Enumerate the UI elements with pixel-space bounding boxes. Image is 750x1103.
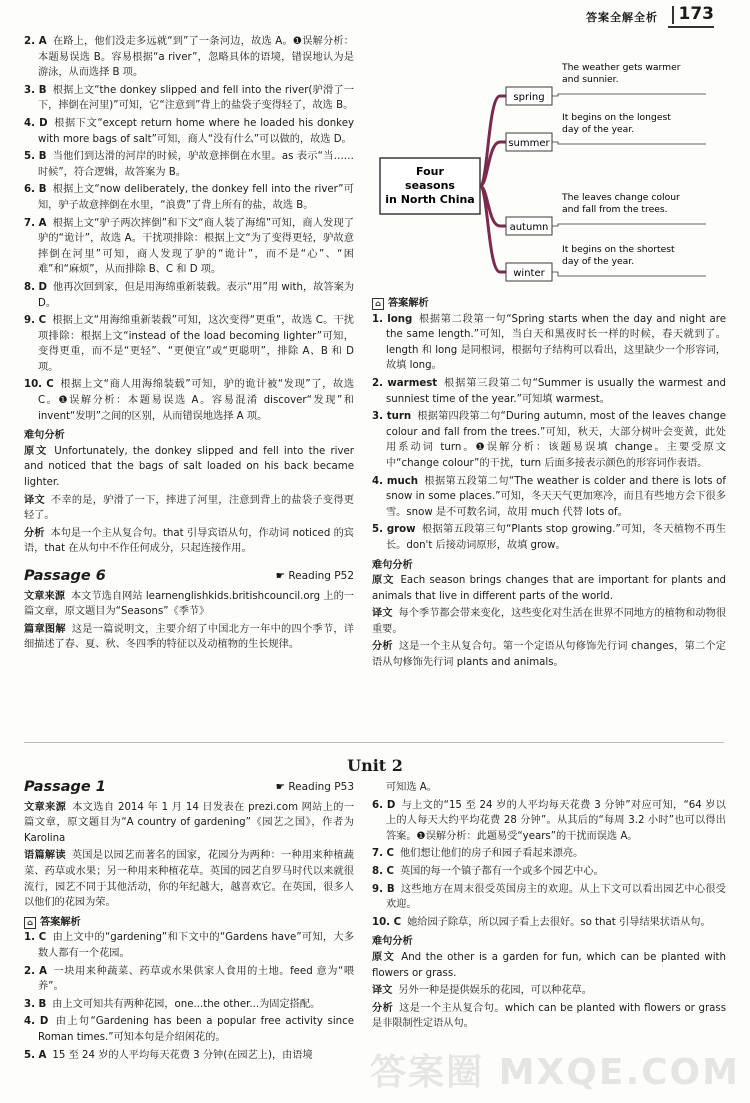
- passage1-name: Passage 1: [24, 779, 106, 795]
- answer-item: 2. A 在路上，他们没走多远就“到”了一条河边，故选 A。❶误解分析：本题易误选 B。容易根据“a river”，忽略具体的语境，错误地认为是游泳，从而选择 B 项。: [24, 36, 354, 79]
- mind-map-center-line1: Four: [416, 165, 444, 178]
- passage6-name: Passage 6: [24, 568, 106, 584]
- answer-item: 4. D 根据下文“except return home where he loaded his donkey with more bags of salt”可知，商人“没有什么”可以做的，故选 D。: [24, 117, 354, 145]
- answer-analysis-heading: ⌂ 答案解析: [372, 296, 726, 312]
- passage1-title-row: [24, 780, 354, 796]
- difficult-analysis: 分析 本句是一个主从复合句。that 引导宾语从句，作动词 noticed 的宾语，that 在从句中不作任何成分，只起连接作用。: [24, 527, 354, 555]
- answer-item: 1. C 由上文中的“gardening”和下文中的“Gardens have”可知，大多数人都有一个花园。: [24, 932, 355, 959]
- season-description: and fall from the trees.: [562, 204, 668, 215]
- passage6-reference: ☛ Reading P52: [275, 570, 354, 582]
- difficult-sentence-heading-2: 难句分析: [372, 559, 413, 571]
- season-description: day of the year.: [562, 256, 635, 267]
- answer-item: 5. grow 根据第五段第三句“Plants stop growing.”可知，冬天植物不再生长。don't 后接动词原形，故填 grow。: [372, 524, 727, 551]
- season-description: It begins on the longest: [562, 112, 671, 123]
- header-underline: [668, 26, 714, 28]
- season-label: autumn: [509, 222, 549, 233]
- key-icon: ⌂: [372, 298, 384, 310]
- season-label: winter: [513, 268, 545, 279]
- description-underline: [552, 94, 706, 96]
- header-title: 答案全解全析: [586, 11, 658, 24]
- answer-list-unit2-p1-cont: [372, 798, 726, 931]
- answer-item: 8. C 英国的每一个镇子都有一个或多个园艺中心。: [372, 865, 604, 877]
- answer-item: 5. B 当他们到达滑的河岸的时候，驴故意摔倒在水里。as 表示“当……时候”，符合逻辑，故答案为 B。: [24, 151, 354, 178]
- answer-item: 10. C 她给园子除草，所以园子看上去很好。so that 引导结果状语从句。: [372, 916, 711, 928]
- answer-item: 10. C 根据上文“商人用海绵装载”可知，驴的诡计被“发现”了，故选 C。❶误解分析：本题易误选 A。容易混淆 discover“发现”和 invent“发明”之间的区别，从而错误地选择 A 项。: [24, 379, 355, 422]
- continued-answer: 可知选 A。: [386, 782, 437, 793]
- difficult-translation-2: 译文 每个季节都会带来变化，这些变化对生活在世界不同地方的植物和动物很重要。: [372, 608, 727, 635]
- answer-item: 2. A 一块用来种蔬菜、药草或水果供家人食用的土地。feed 意为“喂养”。: [24, 965, 355, 993]
- answer-item: 3. turn 根据第四段第二句“During autumn, most of the leaves change colour and fall from the trees.”可知，秋天，大部分树叶会变黄，此处用系动词 turn。❶误解分析：该题易误填 change。主要受原文中“change colour”的干扰，turn 后面多接表示颜色的形容词作表语。: [372, 411, 727, 469]
- answer-item: 9. C 根据上文“用海绵重新装载”可知，这次变得“更重”，故选 C。干扰项排除：根据上文“instead of the load becoming lighter”可知，变得更重，而不是“更轻”、“更便宜”或“更聪明”，排除 A、B 和 D 项。: [24, 315, 354, 373]
- answer-item: 5. A 15 至 24 岁的人平均每天花费 3 分钟(在园艺上)，由语境: [24, 1049, 313, 1061]
- page-number: 173: [678, 4, 714, 24]
- answer-list-passage5: [24, 34, 354, 424]
- answer-item: 9. B 这些地方在周末很受英国房主的欢迎。从上下文可以看出园艺中心很受欢迎。: [372, 883, 726, 911]
- passage6-source: 文章来源 本文节选自网站 learnenglishkids.britishcouncil.org 上的一篇文章，原文题目为“Seasons”《季节》: [24, 590, 354, 618]
- answer-item: 6. D 与上文的“15 至 24 岁的人平均每天花费 3 分钟”对应可知，“64 岁以上的人每天大约平均花费 28 分钟”。从其后的“每周 3.2 小时”也可以得出答案。❶误解分析：此题易受“years”的干扰而误选 A。: [372, 799, 726, 842]
- answer-item: 7. A 根据上文“驴子两次摔倒”和下文“商人装了海绵”可知，商人发现了驴的“诡计”，故选 A。干扰项排除：根据上文“为了变得更轻，驴故意摔倒在河里”可知，商人发现了驴的“诡计”，而不是“心”、“困难”和“麻烦”，从而排除 B、C 和 D 项。: [24, 217, 355, 276]
- answer-item: 3. B 根据上文“the donkey slipped and fell into the river(驴滑了一下，摔倒在河里)”可知，它“注意到”背上的盐袋子变得轻了，故选 B。: [24, 84, 354, 112]
- answer-list-unit2-p1: [24, 930, 354, 1063]
- mind-map-branch-line: [480, 186, 506, 272]
- passage1-reference: ☛ Reading P53: [275, 781, 354, 793]
- answer-item: 4. much 根据第五段第二句“The weather is colder and there is lots of snow in some places.”可知，冬天天气更加寒冷，而且有些地方会下很多雪。snow 是不可数名词，故用 much 代替 lots of。: [372, 475, 726, 518]
- mind-map-center-line3: in North China: [385, 193, 475, 206]
- season-description: The leaves change colour: [562, 192, 680, 203]
- left-column-bottom: [24, 780, 354, 1065]
- description-underline: [552, 142, 706, 144]
- season-description: It begins on the shortest: [562, 244, 675, 255]
- difficult-original: 原文 Unfortunately, the donkey slipped and fell into the river and noticed that the bags of salt loaded on his back became lighter.: [24, 445, 354, 489]
- mind-map-branch-line: [480, 142, 506, 186]
- answer-list-passage6: [372, 312, 726, 554]
- answer-item: 4. D 由上句“Gardening has been a popular free activity since Roman times.”可知本句是介绍闲花的。: [24, 1016, 354, 1043]
- unit-title: Unit 2: [347, 756, 403, 775]
- mind-map-center-line2: seasons: [405, 179, 455, 192]
- description-underline: [552, 272, 706, 276]
- difficult-analysis-3: 分析 这是一个主从复合句。which can be planted with flowers or grass 是非限制性定语从句。: [372, 1002, 727, 1030]
- difficult-translation-3: 译文 另外一种是提供娱乐的花园，可以种花草。: [372, 985, 592, 997]
- left-column-top: [24, 34, 354, 655]
- answer-item: 7. C 他们想让他们的房子和园子看起来漂亮。: [372, 848, 584, 860]
- difficult-translation: 译文 不幸的是，驴滑了一下，摔进了河里，注意到背上的盐袋子变得更轻了。: [24, 494, 354, 522]
- answer-item: 2. warmest 根据第三段第二句“Summer is usually the warmest and sunniest time of the year.”可知填 warmest。: [372, 377, 727, 405]
- answer-item: 1. long 根据第二段第一句“Spring starts when the day and night are the same length.”可知，当白天和黑夜时长一样的时候，春天就到了。length 和 long 是同根词，根据句子结构可以看出，这里缺少一个形容词，故填 long。: [372, 313, 726, 372]
- difficult-original-3: 原文 And the other is a garden for fun, which can be planted with flowers or grass.: [372, 951, 727, 979]
- season-description: day of the year.: [562, 124, 635, 135]
- right-column-top: [372, 292, 726, 673]
- passage6-title-row: [24, 569, 354, 585]
- answer-item: 3. B 由上文可知共有两种花园，one...the other...为固定搭配。: [24, 998, 321, 1010]
- season-label: summer: [508, 138, 550, 149]
- season-description: and sunnier.: [562, 74, 619, 85]
- description-underline: [552, 224, 706, 226]
- key-icon: ⌂: [24, 917, 36, 929]
- seasons-mind-map: [376, 56, 726, 286]
- passage1-summary: 语篇解读 英国是以园艺而著名的国家，花园分为两种：一种用来种植蔬菜、药草或水果；另一种用来种植花草。英国的园艺自罗马时代以来就很流行，园艺不同于其他活动，你的年纪越大，越喜欢它。在英国，很多人以他们的花园为荣。: [24, 850, 354, 909]
- difficult-sentence-heading: 难句分析: [24, 430, 65, 442]
- passage1-source: 文章来源 本文选自 2014 年 1 月 14 日发表在 prezi.com 网站上的一篇文章，原文题目为“A country of gardening”《园艺之国》，作者为 Karolina: [24, 801, 355, 844]
- difficult-sentence-heading-3: 难句分析: [372, 936, 413, 948]
- difficult-analysis-2: 分析 这是一个主从复合句。第一个定语从句修饰先行词 changes，第二个定语从句修饰先行词 plants and animals。: [372, 641, 726, 669]
- page-header: [0, 0, 750, 30]
- answer-analysis-heading-3: ⌂ 答案解析: [24, 915, 354, 931]
- right-column-bottom: [372, 780, 726, 1034]
- answer-item: 8. D 他再次回到家，但是用海绵重新装载。表示“用”用 with，故答案为 D。: [24, 281, 355, 309]
- season-description: The weather gets warmer: [562, 62, 681, 73]
- unit-divider: [24, 742, 724, 743]
- watermark: 答案圈 MXQE.COM: [370, 1052, 740, 1093]
- answer-item: 6. B 根据上文“now deliberately, the donkey fell into the river”可知，驴子故意摔倒在水里，“浪费”了背上所有的盐，故选 B。: [24, 184, 354, 211]
- header-divider: [672, 6, 674, 24]
- difficult-original-2: 原文 Each season brings changes that are important for plants and animals that live in different parts of the world.: [372, 575, 727, 602]
- passage6-plan: 篇章图解 这是一篇说明文，主要介绍了中国北方一年中的四个季节，详细描述了春、夏、秋、冬四季的特征以及动植物的生长规律。: [24, 623, 354, 651]
- season-label: spring: [513, 92, 545, 103]
